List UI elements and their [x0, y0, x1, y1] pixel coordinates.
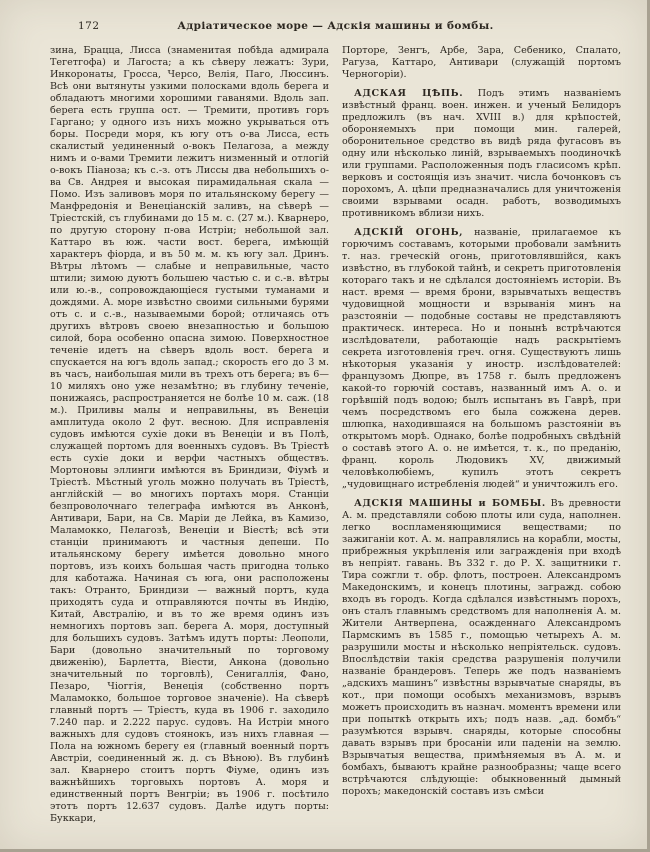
article-body-text: названіе, прилагаемое къ горючимъ составамъ, которыми пробовали замѣнить т. наз. греческій огонь, приготовлявшійся, какъ извѣстно, въ глубокой тайнѣ, и секретъ приготовленія котораго такъ и не сдѣлался достояніемъ исторіи. Въ наст. время — время брони, взрывчатыхъ веществъ чудовищной мощности и взрыванія минъ на разстояніи — подобные составы не представляютъ практическ. интереса. Но и понынѣ встрѣчаются изслѣдователи, работающіе надъ раскрытіемъ секрета изготовленія греч. огня. Существуютъ лишь нѣкоторыя указанія у иностр. изслѣдователей: французомъ Дюпре, въ 1758 г. былъ предложенъ какой-то горючій составъ, названный имъ А. о. и горѣвшій подъ водою; былъ испытанъ въ Гаврѣ, при чемъ посредствомъ его была сожжена дерев. шлюпка, находившаяся на большомъ разстояніи въ открытомъ морѣ. Однако, болѣе подробныхъ свѣдѣній о составѣ этого А. о. не имѣется, т. к., по преданію, франц. король Людовикъ XV, движимый человѣколюбіемъ, купилъ этотъ секретъ „чудовищнаго истребленія людей“ и уничтожилъ его. — [342, 227, 621, 490]
article-body-text: Въ древности А. м. представляли собою плоты или суда, наполнен. легко воспламеняющимися веществами; по зажиганіи кот. А. м. направлялись на корабли, мосты, прибрежныя укрѣпленія или загражденія при входѣ въ непріят. гавань. Въ 332 г. до Р. X. защитники г. Тира сожгли т. обр. флотъ, построен. Александромъ Македонскимъ, и конецъ плотины, загражд. собою входъ въ городъ. Когда сдѣлался извѣстнымъ порохъ, онъ сталъ главнымъ средствомъ для наполненія А. м. Жители Антверпена, осажденнаго Александромъ Пармскимъ въ 1585 г., помощью четырехъ А. м. разрушили мосты и нѣсколько непріятельск. судовъ. Впослѣдствіи такія средства разрушенія получили названіе брандеровъ. Теперь же подъ названіемъ „адскихъ машинъ“ извѣстны взрывчатые снаряды, въ кот., при помощи особыхъ механизмовъ, взрывъ можетъ происходить въ назнач. моментъ времени или при попыткѣ открыть ихъ; подъ назв. „ад. бомбъ“ разумѣются взрывч. снаряды, которые способны давать взрывъ при бросаніи или паденіи на землю. Взрывчатыя вещества, примѣняемыя въ А. м. и бомбахъ, бываютъ крайне разнообразны; чаще всего встрѣчаются слѣдующіе: обыкновенный дымный порохъ; македонскій составъ изъ смѣси — [342, 498, 621, 797]
page-number: 172 — [78, 20, 100, 32]
left-column — [50, 45, 329, 825]
article-adskiya-mashiny-i-bomby — [342, 498, 621, 798]
article-adsky-ogon — [342, 227, 621, 491]
article-body-text: Подъ этимъ названіемъ извѣстный франц. воен. инжен. и ученый Белидоръ предложилъ (въ нач. XVIII в.) для крѣпостей, обороняемыхъ при помощи мин. галерей, оборонительное средство въ видѣ ряда фугасовъ въ одну или нѣсколько линій, взрываемыхъ поодиночкѣ или группами. Расположенныя подъ гласисомъ крѣп. верковъ и состоящія изъ значит. числа бочонковъ съ порохомъ, А. цѣпи предназначались для уничтоженія своими взрывами осадн. работъ, возводимыхъ противникомъ вблизи нихъ. — [342, 88, 621, 219]
adriatic-sea-continuation-text: зина, Брацца, Лисса (знаменитая побѣда адмирала Тегетгофа) и Лагоста; а къ сѣверу лежатъ: Зури, Инкоронаты, Гросса, Черсо, Велія, Паго, Люссинъ. Всѣ они вытянуты узкими полосками вдоль берега и обладаютъ многими хорошими гаванями. Вдоль зап. берега есть группа ост. — Тремити, противъ горъ Гаргано; у одного изъ нихъ можно укрываться отъ боры. Посреди моря, къ югу отъ о-ва Лисса, есть скалистый уединенный о-вокъ Пелагоза, а между нимъ и о-вами Тремити лежитъ низменный и отлогій о-вокъ Піаноза; къ с.-з. отъ Лиссы два небольшихъ о-ва Св. Андрея и высокая пирамидальная скала — Помо. Изъ заливовъ моря по итальянскому берегу — Манфредонія и Венеціанскій заливъ, на сѣверѣ — Тріестскій, съ глубинами до 15 м. с. (27 м.). Кварнеро, по другую сторону п-ова Истріи; небольшой зал. Каттаро въ юж. части вост. берега, имѣющій характеръ фіорда, и въ 50 м. м. къ югу зал. Дринъ. Вѣтры лѣтомъ — слабые и неправильные, часто штили; зимою дуютъ большею частью с. и с.-в. вѣтры или ю.-в., сопровождающіеся густыми туманами и дождями. А. море извѣстно своими сильными бурями отъ с. и с.-в., называемыми борой; отличаясь отъ другихъ вѣтровъ своею внезапностью и большою силой, бора особенно опасна зимою. Поверхностное теченіе идетъ на сѣверъ вдоль вост. берега и спускается на югъ вдоль запад.; скорость его до 3 м. въ часъ, наибольшая мили въ трехъ отъ берега; въ 6—10 миляхъ оно уже незамѣтно; въ глубину теченіе, понижаясь, распространяется не болѣе 10 м. саж. (18 м.). Приливы малы и неправильны, въ Венеціи амплитуда около 2 фут. весною. Для исправленія судовъ имѣются сухіе доки въ Венеціи и въ Полѣ, служащей портомъ для военныхъ судовъ. Въ Тріестѣ есть сухіе доки и верфи частныхъ обществъ. Мортоновы эллинги имѣются въ Бриндизи, Фіумѣ и Тріестѣ. Мѣстный уголь можно получать въ Тріестѣ, англійскій — во многихъ портахъ моря. Станціи безпроволочнаго телеграфа имѣются въ Анконѣ, Антивари, Бари, на Св. Маріи де Лейка, въ Камизо, Маламокко, Пелагозѣ, Венеціи и Віестѣ; всѣ эти станціи принимаютъ и частныя депеши. По итальянскому берегу имѣется довольно много портовъ, изъ коихъ большая часть пригодна только для каботажа. Начиная съ юга, они расположены такъ: Отранто, Бриндизи — важный портъ, куда приходятъ суда и отправляются почты въ Индію, Китай, Австралію, и въ то же время одинъ изъ немногихъ портовъ зап. берега А. моря, доступный для большихъ судовъ. Затѣмъ идутъ порты: Леополи, Бари (довольно значительный по торговому движенію), Барлетта, Віести, Анкона (довольно значительный по торговлѣ), Сенигаллія, Фано, Пезаро, Чіоггія, Венеція (собственно портъ Маламокко, большое торговое значеніе). На сѣверѣ главный портъ — Тріестъ, куда въ 1906 г. заходило 7.240 пар. и 2.222 парус. судовъ. На Истріи много важныхъ для судовъ стоянокъ, изъ нихъ главная — Пола на южномъ берегу ея (главный военный портъ Австріи, соединенный ж. д. съ Вѣною). Въ глубинѣ зал. Кварнеро стоитъ портъ Фіуме, одинъ изъ важнѣйшихъ торговыхъ портовъ А. моря и единственный портъ Венгріи; въ 1906 г. посѣтило этотъ портъ 12.637 судовъ. Далѣе идутъ порты: Буккари, — [50, 45, 329, 824]
text-columns — [50, 45, 621, 825]
article-heading: АДСКІЯ МАШИНЫ и БОМБЫ. — [354, 498, 546, 509]
article-heading: АДСКІЙ ОГОНЬ, — [354, 227, 464, 238]
article-adskaya-tsep — [342, 88, 621, 220]
running-title: Адріатическое море — Адскія машины и бомбы. — [177, 20, 494, 32]
article-heading: АДСКАЯ ЦѢПЬ. — [354, 88, 464, 99]
ports-list-continuation-text: Порторе, Зенгъ, Арбе, Зара, Себенико, Спалато, Рагуза, Каттаро, Антивари (служащій портомъ Черногоріи). — [342, 45, 621, 80]
page-header — [50, 20, 621, 36]
right-column — [342, 45, 621, 825]
